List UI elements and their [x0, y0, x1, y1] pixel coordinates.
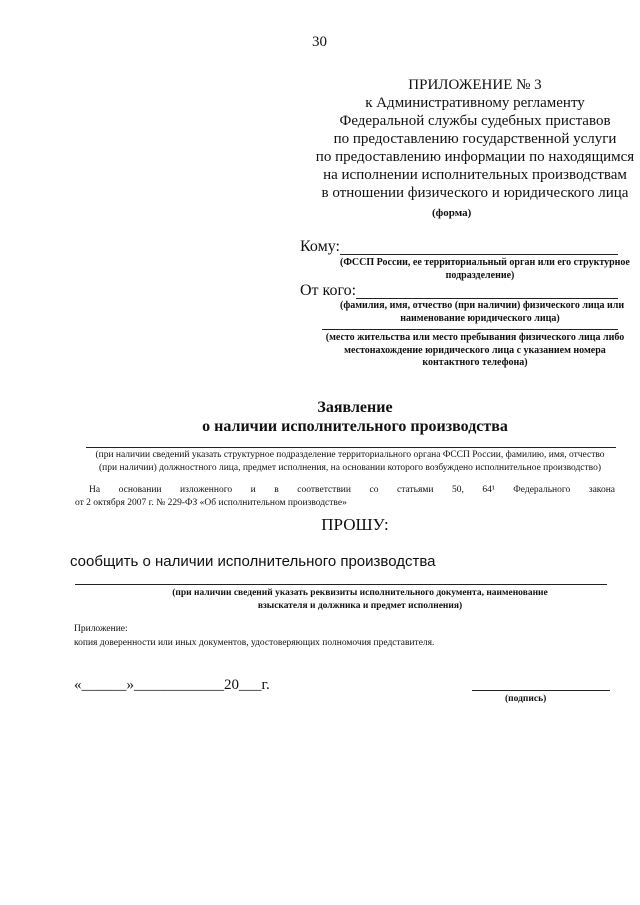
header-line: ПРИЛОЖЕНИЕ № 3 — [408, 77, 542, 93]
to-label: Кому: — [300, 238, 340, 255]
header-line: Федеральной службы судебных приставов — [339, 113, 611, 129]
header-line: к Административному регламенту — [365, 95, 585, 111]
from-field[interactable] — [356, 298, 618, 299]
form-label: (форма) — [432, 207, 472, 219]
request-label: ПРОШУ: — [321, 515, 389, 534]
attachment-text: копия доверенности или иных документов, удостоверяющих полномочия представителя. — [74, 638, 435, 648]
header-block — [290, 76, 640, 202]
page-number: 30 — [312, 34, 327, 50]
header-line: в отношении физического и юридического лица — [321, 185, 629, 201]
to-hint: (ФССП России, ее территориальный орган или его структурное подразделение) — [340, 257, 630, 281]
header-line: на исполнении исполнительных производствам — [323, 167, 627, 183]
address-field[interactable] — [322, 329, 618, 330]
request-details-field[interactable] — [75, 584, 607, 585]
from-label: От кого: — [300, 282, 357, 299]
subdivision-field[interactable] — [86, 447, 616, 448]
basis-paragraph: На основании изложенного и в соответствии со статьями 50, 64¹ Федерального закона от 2 октября 2007 г. № 229-ФЗ «Об исполнительном производстве» — [75, 485, 615, 508]
header-line: по предоставлению информации по находящимся — [315, 149, 635, 165]
attachment-label: Приложение: — [74, 624, 128, 634]
header-line: по предоставлению государственной услуги — [333, 131, 617, 147]
date-field[interactable]: «______»____________20___г. — [74, 677, 270, 693]
from-hint: (фамилия, имя, отчество (при наличии) физического лица или наименование юридического лица) — [340, 300, 625, 324]
subdivision-hint: (при наличии сведений указать структурное подразделение территориального органа ФССП России, фамилию, имя, отчество (при наличии) должностного лица, предмет исполнения, на основании которого возбуждено исполнительное производство) — [95, 450, 605, 473]
signature-hint: (подпись) — [505, 694, 547, 704]
request-hint: (при наличии сведений указать реквизиты исполнительного документа, наименование взыскателя и должника и предмет исполнения) — [172, 588, 548, 611]
signature-field[interactable] — [472, 690, 610, 691]
document-title: Заявление о наличии исполнительного производства — [202, 399, 508, 435]
to-field[interactable] — [340, 254, 618, 255]
request-text: сообщить о наличии исполнительного производства — [70, 553, 436, 570]
address-hint: (место жительства или место пребывания физического лица либо местонахождение юридического лица с указанием номера контактного телефона) — [325, 332, 625, 368]
